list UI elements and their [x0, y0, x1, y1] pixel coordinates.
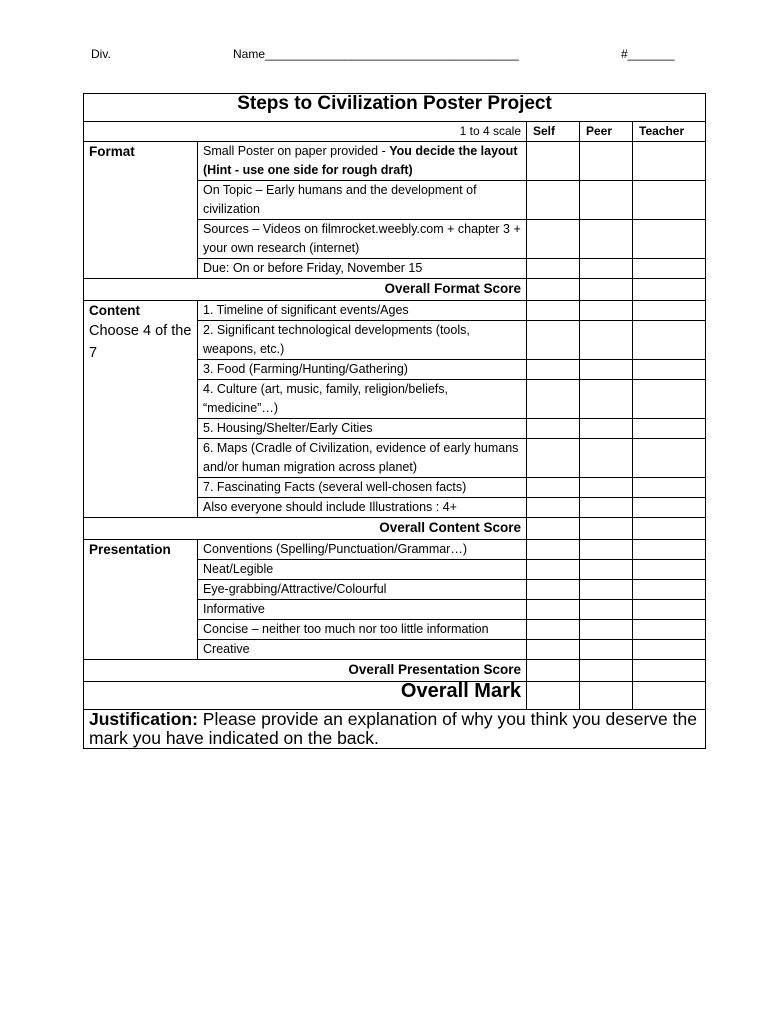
criterion-text: 3. Food (Farming/Hunting/Gathering) — [198, 360, 527, 380]
name-field-label[interactable]: Name______________________________________ — [233, 47, 519, 61]
criterion-text: 6. Maps (Cradle of Civilization, evidence of early humans and/or human migration across planet) — [198, 439, 527, 478]
self-score-cell[interactable] — [527, 279, 580, 301]
peer-score-cell[interactable] — [580, 600, 633, 620]
self-score-cell[interactable] — [527, 142, 580, 181]
justification-text: Please provide an explanation of why you think you deserve the mark you have indicated on the back. — [89, 709, 697, 748]
peer-score-cell[interactable] — [580, 142, 633, 181]
self-score-cell[interactable] — [527, 682, 580, 710]
column-header-row — [84, 122, 706, 142]
criterion-text: Eye-grabbing/Attractive/Colourful — [198, 580, 527, 600]
overall-content-label: Overall Content Score — [84, 518, 527, 540]
self-score-cell[interactable] — [527, 620, 580, 640]
justification-label: Justification: — [89, 709, 198, 729]
teacher-score-cell[interactable] — [633, 321, 706, 360]
teacher-score-cell[interactable] — [633, 600, 706, 620]
column-header-peer: Peer — [580, 122, 633, 142]
peer-score-cell[interactable] — [580, 181, 633, 220]
overall-mark-label: Overall Mark — [84, 682, 527, 710]
peer-score-cell[interactable] — [580, 498, 633, 518]
self-score-cell[interactable] — [527, 181, 580, 220]
criterion-text: On Topic – Early humans and the development of civilization — [198, 181, 527, 220]
title-row — [84, 94, 706, 122]
teacher-score-cell[interactable] — [633, 380, 706, 419]
criterion-text: Concise – neither too much nor too little information — [198, 620, 527, 640]
criterion-text: Informative — [198, 600, 527, 620]
teacher-score-cell[interactable] — [633, 518, 706, 540]
teacher-score-cell[interactable] — [633, 620, 706, 640]
scale-label: 1 to 4 scale — [84, 122, 527, 142]
self-score-cell[interactable] — [527, 301, 580, 321]
teacher-score-cell[interactable] — [633, 220, 706, 259]
peer-score-cell[interactable] — [580, 518, 633, 540]
category-format: Format — [84, 142, 198, 279]
category-content — [84, 301, 198, 518]
justification-cell — [84, 710, 706, 749]
division-label: Div. — [91, 47, 111, 61]
teacher-score-cell[interactable] — [633, 439, 706, 478]
peer-score-cell[interactable] — [580, 360, 633, 380]
column-header-self: Self — [527, 122, 580, 142]
peer-score-cell[interactable] — [580, 301, 633, 321]
teacher-score-cell[interactable] — [633, 682, 706, 710]
self-score-cell[interactable] — [527, 478, 580, 498]
criterion-text: 2. Significant technological developments (tools, weapons, etc.) — [198, 321, 527, 360]
overall-format-label: Overall Format Score — [84, 279, 527, 301]
self-score-cell[interactable] — [527, 560, 580, 580]
criterion-text: Sources – Videos on filmrocket.weebly.com + chapter 3 + your own research (internet) — [198, 220, 527, 259]
table-row — [84, 301, 706, 321]
criterion-hint: You decide the layout (Hint - use one side for rough draft) — [203, 144, 518, 177]
peer-score-cell[interactable] — [580, 540, 633, 560]
peer-score-cell[interactable] — [580, 682, 633, 710]
criterion-text: Creative — [198, 640, 527, 660]
peer-score-cell[interactable] — [580, 560, 633, 580]
peer-score-cell[interactable] — [580, 380, 633, 419]
teacher-score-cell[interactable] — [633, 640, 706, 660]
teacher-score-cell[interactable] — [633, 478, 706, 498]
self-score-cell[interactable] — [527, 380, 580, 419]
criterion-text: Small Poster on paper provided - — [203, 144, 390, 158]
teacher-score-cell[interactable] — [633, 279, 706, 301]
criterion-text: Conventions (Spelling/Punctuation/Grammar…) — [198, 540, 527, 560]
peer-score-cell[interactable] — [580, 580, 633, 600]
rubric-table — [83, 93, 706, 749]
self-score-cell[interactable] — [527, 259, 580, 279]
column-header-teacher: Teacher — [633, 122, 706, 142]
rubric-title: Steps to Civilization Poster Project — [84, 94, 706, 122]
criterion-text: Neat/Legible — [198, 560, 527, 580]
self-score-cell[interactable] — [527, 360, 580, 380]
teacher-score-cell[interactable] — [633, 301, 706, 321]
number-field-label[interactable]: #_______ — [621, 47, 675, 61]
overall-format-row — [84, 279, 706, 301]
teacher-score-cell[interactable] — [633, 419, 706, 439]
self-score-cell[interactable] — [527, 660, 580, 682]
overall-presentation-label: Overall Presentation Score — [84, 660, 527, 682]
peer-score-cell[interactable] — [580, 220, 633, 259]
peer-score-cell[interactable] — [580, 279, 633, 301]
table-row — [84, 142, 706, 181]
teacher-score-cell[interactable] — [633, 259, 706, 279]
self-score-cell[interactable] — [527, 518, 580, 540]
self-score-cell[interactable] — [527, 540, 580, 560]
criterion-text: 1. Timeline of significant events/Ages — [198, 301, 527, 321]
teacher-score-cell[interactable] — [633, 142, 706, 181]
teacher-score-cell[interactable] — [633, 660, 706, 682]
teacher-score-cell[interactable] — [633, 540, 706, 560]
criterion-text: Due: On or before Friday, November 15 — [198, 259, 527, 279]
criterion-text: 7. Fascinating Facts (several well-chosen facts) — [198, 478, 527, 498]
teacher-score-cell[interactable] — [633, 560, 706, 580]
peer-score-cell[interactable] — [580, 259, 633, 279]
self-score-cell[interactable] — [527, 220, 580, 259]
overall-content-row — [84, 518, 706, 540]
self-score-cell[interactable] — [527, 419, 580, 439]
self-score-cell[interactable] — [527, 580, 580, 600]
peer-score-cell[interactable] — [580, 620, 633, 640]
teacher-score-cell[interactable] — [633, 580, 706, 600]
table-row — [84, 540, 706, 560]
peer-score-cell[interactable] — [580, 419, 633, 439]
self-score-cell[interactable] — [527, 498, 580, 518]
peer-score-cell[interactable] — [580, 660, 633, 682]
self-score-cell[interactable] — [527, 600, 580, 620]
teacher-score-cell[interactable] — [633, 360, 706, 380]
criterion-cell — [198, 142, 527, 181]
category-content-instruction: Choose 4 of the 7 — [89, 323, 192, 361]
page-header — [0, 47, 768, 65]
overall-presentation-row — [84, 660, 706, 682]
peer-score-cell[interactable] — [580, 321, 633, 360]
self-score-cell[interactable] — [527, 321, 580, 360]
teacher-score-cell[interactable] — [633, 181, 706, 220]
self-score-cell[interactable] — [527, 640, 580, 660]
category-content-label: Content — [89, 303, 140, 318]
overall-mark-row — [84, 682, 706, 710]
category-presentation: Presentation — [84, 540, 198, 660]
peer-score-cell[interactable] — [580, 478, 633, 498]
peer-score-cell[interactable] — [580, 640, 633, 660]
teacher-score-cell[interactable] — [633, 498, 706, 518]
criterion-text: 4. Culture (art, music, family, religion/beliefs, “medicine”…) — [198, 380, 527, 419]
justification-row — [84, 710, 706, 749]
criterion-text: 5. Housing/Shelter/Early Cities — [198, 419, 527, 439]
self-score-cell[interactable] — [527, 439, 580, 478]
peer-score-cell[interactable] — [580, 439, 633, 478]
criterion-text: Also everyone should include Illustrations : 4+ — [198, 498, 527, 518]
